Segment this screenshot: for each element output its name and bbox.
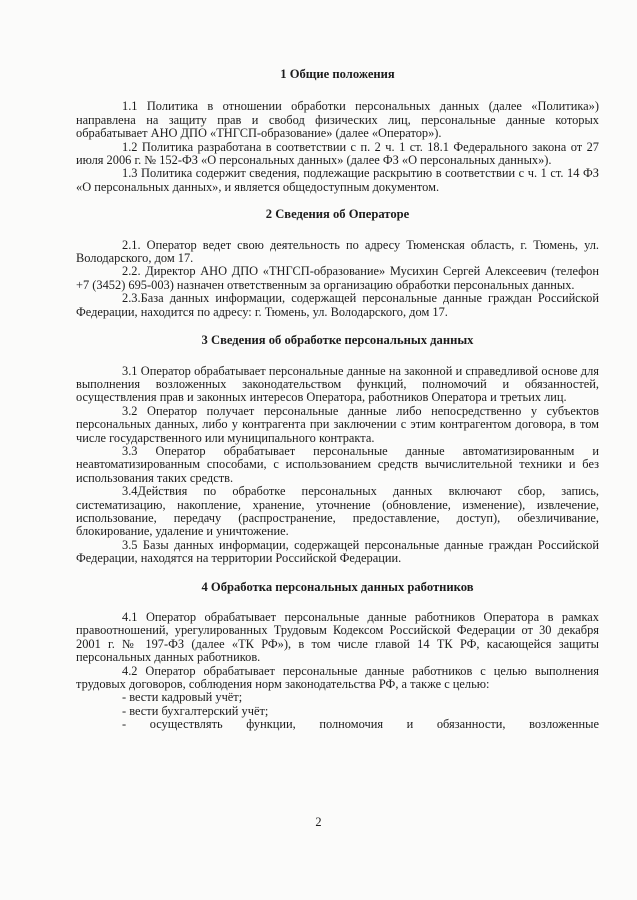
list-item: - вести бухгалтерский учёт; [122,703,269,718]
paragraph-2-3: 2.3.База данных информации, содержащей персональные данные граждан Российской Федерации, находится по адресу: г. Тюмень, ул. Володарского, дом 17. [76,291,599,319]
paragraph-1-2: 1.2 Политика разработана в соответствии с п. 2 ч. 1 ст. 18.1 Федерального закона от 27 июля 2006 г. № 152-ФЗ «О персональных данных» (далее ФЗ «О персональных данных»). [76,139,599,168]
paragraph-3-4: 3.4Действия по обработке персональных данных включают сбор, запись, систематизацию, накопление, хранение, уточнение (обновление, изменение), извлечение, использование, передачу (распространение, предоставление, доступ), обезличивание, блокирование, удаление и уничтожение. [76,484,599,539]
section-1-heading: 1 Общие положения [280,67,395,81]
paragraph-3-3: 3.3 Оператор обрабатывает персональные данные автоматизированным и неавтоматизированным способами, с использованием средств вычислительной техники и без использования таких средств. [76,443,599,485]
document-body [76,62,599,732]
section-4-heading: 4 Обработка персональных данных работников [201,579,474,594]
section-2-heading: 2 Сведения об Операторе [265,207,410,222]
section-3-heading: 3 Сведения об обработке персональных данных [201,333,474,348]
paragraph-4-1: 4.1 Оператор обрабатывает персональные данные работников Оператора в рамках правоотношений, урегулированных Трудовым Кодексом Российской Федерации от 30 декабря 2001 г. № 197-ФЗ (далее «ТК РФ»), в том числе главой 14 ТК РФ, касающейся защиты персональных данных работников. [76,610,599,665]
paragraph-1-3: 1.3 Политика содержит сведения, подлежащие раскрытию в соответствии с ч. 1 ст. 14 ФЗ «О персональных данных», и является общедоступным документом. [76,166,599,194]
list-item: - вести кадровый учёт; [122,690,243,705]
paragraph-1-1: 1.1 Политика в отношении обработки персональных данных (далее «Политика») направлена на защиту прав и свобод физических лиц, персональные данные которых обрабатывает АНО ДПО «ТНГСП-образование» (далее «Оператор»). [76,99,599,141]
paragraph-4-2: 4.2 Оператор обрабатывает персональные данные работников с целью выполнения трудовых договоров, соблюдения норм законодательства РФ, а также с целью: [76,663,599,692]
paragraph-2-1: 2.1. Оператор ведет свою деятельность по адресу Тюменская область, г. Тюмень, ул. Володарского, дом 17. [76,237,599,266]
paragraph-2-2: 2.2. Директор АНО ДПО «ТНГСП-образование» Мусихин Сергей Алексеевич (телефон +7 (3452) 695-003) назначен ответственным за организацию обработки персональных данных. [76,264,599,292]
list-item: - осуществлять функции, полномочия и обязанности, возложенные [122,717,599,732]
paragraph-3-5: 3.5 Базы данных информации, содержащей персональные данные граждан Российской Федерации, находятся на территории Российской Федерации. [76,537,599,566]
page-number: 2 [315,815,322,829]
paragraph-3-1: 3.1 Оператор обрабатывает персональные данные на законной и справедливой основе для выполнения возложенных законодательством функций, полномочий и обязанностей, осуществления прав и законных интересов Оператора, работников Оператора и третьих лиц. [76,363,599,405]
paragraph-3-2: 3.2 Оператор получает персональные данные либо непосредственно у субъектов персональных данных, либо у контрагента при заключении с этим контрагентом договора, в том числе государственного или муниципального контракта. [76,403,599,445]
